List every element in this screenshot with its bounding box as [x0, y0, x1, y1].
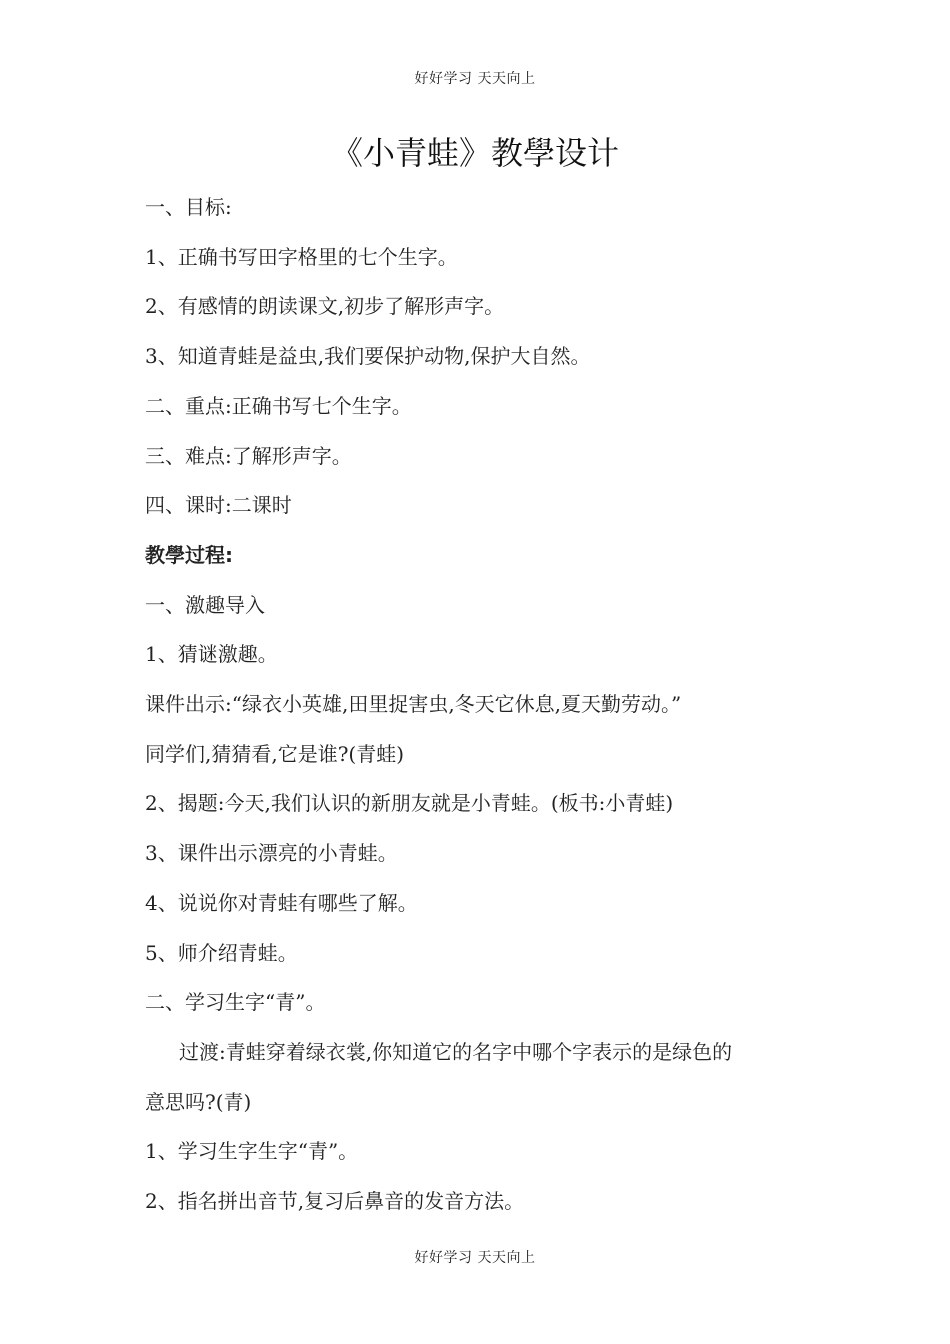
step-1-item-1: 1、猜谜激趣。 [145, 642, 278, 667]
document-body [145, 183, 815, 1227]
step-1-item-5: 5、师介绍青蛙。 [145, 940, 298, 965]
document-title: 《小青蛙》教學设计 [330, 134, 619, 172]
step-1-item-3: 3、课件出示漂亮的小青蛙。 [145, 841, 398, 866]
riddle-text: 课件出示:“绿衣小英雄,田里捉害虫,冬天它休息,夏天勤劳动。” [145, 692, 682, 717]
difficulty: 三、难点:了解形声字。 [145, 443, 352, 468]
step-2-item-2: 2、指名拼出音节,复习后鼻音的发音方法。 [145, 1189, 525, 1214]
step-1-heading: 一、激趣导入 [145, 592, 265, 617]
goal-item-1: 1、正确书写田字格里的七个生字。 [145, 244, 458, 269]
riddle-question: 同学们,猜猜看,它是谁?(青蛙) [145, 741, 405, 766]
process-heading: 教學过程: [145, 542, 233, 567]
class-hours: 四、课时:二课时 [145, 493, 292, 518]
goal-item-3: 3、知道青蛙是益虫,我们要保护动物,保护大自然。 [145, 344, 591, 369]
step-1-item-4: 4、说说你对青蛙有哪些了解。 [145, 890, 418, 915]
transition-text-cont: 意思吗?(青) [145, 1089, 252, 1114]
step-2-item-1: 1、学习生字生字“青”。 [145, 1139, 359, 1164]
section-goals-heading: 一、目标: [145, 195, 232, 219]
step-1-item-2: 2、揭题:今天,我们认识的新朋友就是小青蛙。(板书:小青蛙) [145, 791, 674, 816]
goal-item-2: 2、有感情的朗读课文,初步了解形声字。 [145, 294, 505, 319]
page-header: 好好学习 天天向上 [414, 71, 536, 87]
page-footer: 好好学习 天天向上 [414, 1250, 536, 1266]
transition-text: 过渡:青蛙穿着绿衣裳,你知道它的名字中哪个字表示的是绿色的 [179, 1039, 733, 1064]
key-point: 二、重点:正确书写七个生字。 [145, 393, 412, 418]
step-2-heading: 二、学习生字“青”。 [145, 990, 326, 1015]
